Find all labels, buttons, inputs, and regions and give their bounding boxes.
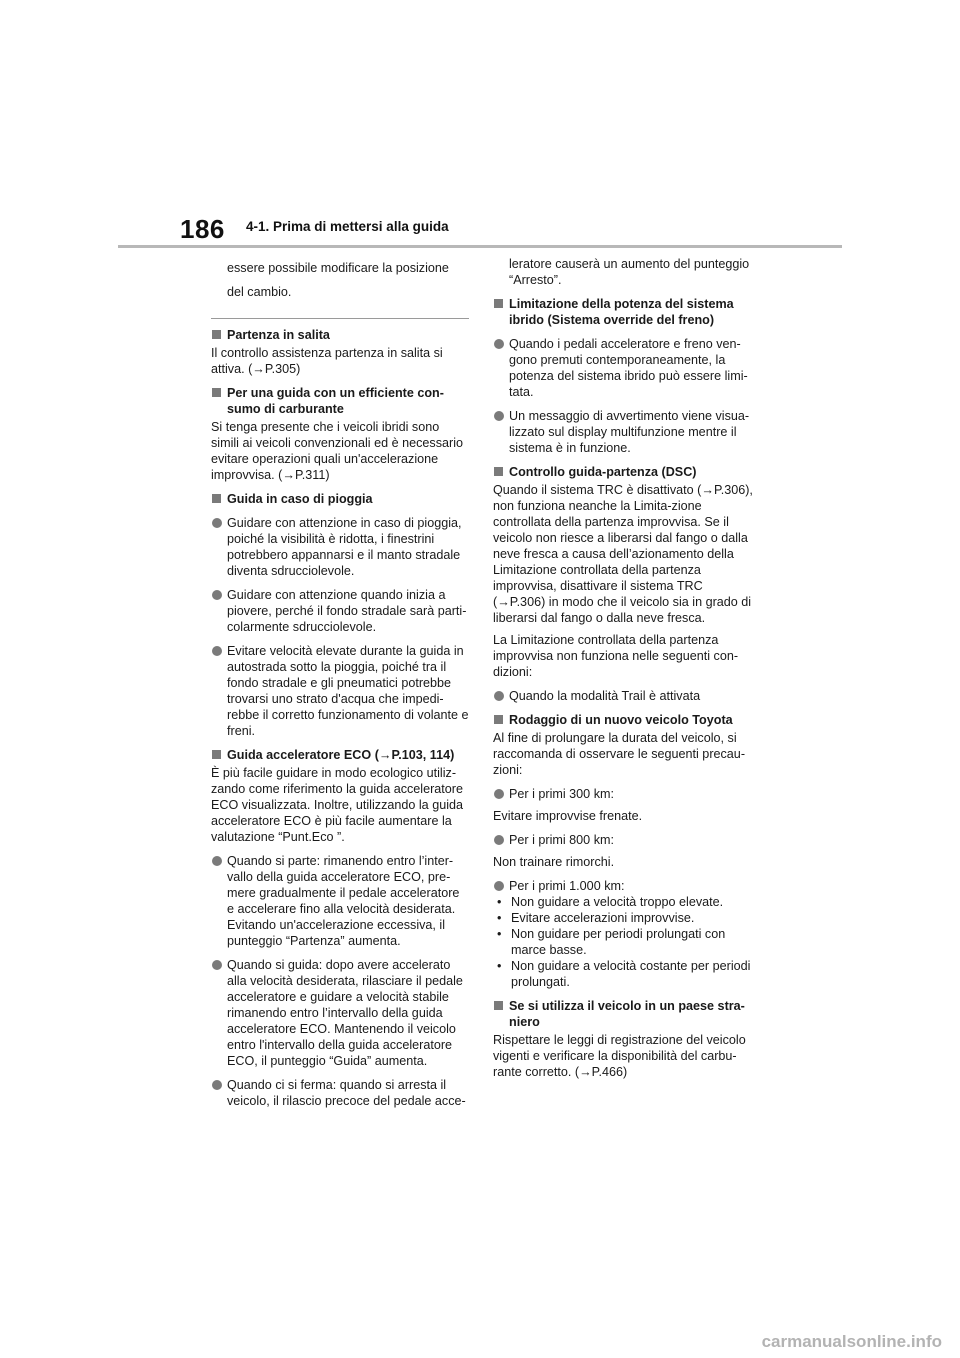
section-heading (493, 998, 755, 1030)
paragraph: Si tenga presente che i veicoli ibridi sono simili ai veicoli convenzionali ed è necessario evitare operazioni quali un'accelerazione improvvisa. (→P.311) (211, 420, 463, 482)
square-bullet-icon (494, 467, 503, 476)
sub-list-text: Evitare accelerazioni improvvise. (511, 911, 695, 925)
bullet-text: Evitare velocità elevate durante la guida in autostrada sotto la pioggia, poiché tra il fondo stradale e gli pneumatici potrebbe trovarsi uno strato d'acqua che impedi-rebbe il corretto funzionamento di volante e freni. (227, 644, 469, 738)
bullet-item (211, 587, 469, 635)
section-heading (211, 491, 469, 507)
bullet-text: Quando la modalità Trail è attivata (509, 689, 701, 703)
paragraph: Non trainare rimorchi. (493, 855, 615, 869)
section-heading (211, 327, 469, 343)
round-bullet-icon (494, 411, 504, 421)
heading-text: Guida in caso di pioggia (227, 492, 373, 506)
square-bullet-icon (212, 388, 221, 397)
sub-list-item (493, 926, 755, 958)
heading-text: Se si utilizza il veicolo in un paese stra-niero (509, 999, 745, 1029)
paragraph: Al fine di prolungare la durata del veicolo, si raccomanda di osservare le seguenti precau-zioni: (493, 731, 746, 777)
bullet-text: Quando ci si ferma: quando si arresta il veicolo, il rilascio precoce del pedale acce- (227, 1078, 466, 1108)
round-bullet-icon (212, 1080, 222, 1090)
header-rule (118, 245, 842, 248)
round-bullet-icon (494, 835, 504, 845)
round-bullet-icon (494, 789, 504, 799)
dot-marker: • (497, 959, 502, 973)
heading-text: Guida acceleratore ECO (→P.103, 114) (227, 748, 455, 762)
bullet-item (493, 688, 755, 704)
sub-list-text: Non guidare a velocità troppo elevate. (511, 895, 724, 909)
bullet-text: Guidare con attenzione in caso di pioggia, poiché la visibilità è ridotta, i finestrini potrebbero appannarsi e il manto stradale diventa sdrucciolevole. (227, 516, 462, 578)
continued-text (211, 256, 469, 304)
bullet-item (211, 643, 469, 739)
page-number: 186 (180, 214, 225, 244)
bullet-text: Per i primi 800 km: (509, 833, 614, 847)
dot-marker: • (497, 911, 502, 925)
round-bullet-icon (212, 646, 222, 656)
bullet-text: Quando si guida: dopo avere accelerato alla velocità desiderata, rilasciare il pedale acceleratore e guidare a velocità stabile rimanendo entro l’intervallo della guida acceleratore ECO. Mantenendo il veicolo entro l'intervallo della guida acceleratore ECO, il punteggio “Guida” aumenta. (227, 958, 463, 1068)
bullet-text: Quando i pedali acceleratore e freno ven-gono premuti contemporaneamente, la potenza del sistema ibrido può essere limi-tata. (509, 337, 748, 399)
section-heading (493, 712, 755, 728)
dot-marker: • (497, 895, 502, 909)
section-heading (211, 747, 469, 763)
bullet-item (211, 515, 469, 579)
section-heading (493, 296, 755, 328)
heading-text: Rodaggio di un nuovo veicolo Toyota (509, 713, 733, 727)
round-bullet-icon (212, 856, 222, 866)
sub-list-text: Non guidare per periodi prolungati con marce basse. (511, 927, 726, 957)
square-bullet-icon (212, 494, 221, 503)
sub-list-item (493, 958, 755, 990)
sub-list-item (493, 910, 755, 926)
square-bullet-icon (212, 750, 221, 759)
square-bullet-icon (494, 1001, 503, 1010)
square-bullet-icon (494, 299, 503, 308)
section-heading (493, 464, 755, 480)
paragraph: È più facile guidare in modo ecologico utiliz-zando come riferimento la guida acceleratore ECO visualizzata. Inoltre, utilizzando la guida acceleratore ECO è più facile aumentare la valutazione “Punt.Eco ”. (211, 766, 464, 844)
bullet-item (493, 786, 755, 802)
bullet-item (211, 957, 469, 1069)
square-bullet-icon (212, 330, 221, 339)
continued-line-2: del cambio. (227, 285, 292, 299)
square-bullet-icon (494, 715, 503, 724)
bullet-text: Quando si parte: rimanendo entro l’inter-vallo della guida acceleratore ECO, pre-mere gradualmente il pedale acceleratore e accelerare fino alla velocità desiderata. Evitando un'accelerazione eccessiva, il punteggio “Partenza” aumenta. (227, 854, 460, 948)
bullet-text: Un messaggio di avvertimento viene visua-lizzato sul display multifunzione mentre il sistema è in funzione. (509, 409, 750, 455)
round-bullet-icon (212, 960, 222, 970)
sub-list-text: Non guidare a velocità costante per periodi prolungati. (511, 959, 751, 989)
bullet-item (211, 853, 469, 949)
dot-marker: • (497, 927, 502, 941)
bullet-item (493, 832, 755, 848)
paragraph: Rispettare le leggi di registrazione del veicolo vigenti e verificare la disponibilità del carbu-rante corretto. (→P.466) (493, 1033, 746, 1079)
round-bullet-icon (494, 691, 504, 701)
bullet-text: Guidare con attenzione quando inizia a piovere, perché il fondo stradale sarà parti-colarmente sdrucciolevole. (227, 588, 467, 634)
round-bullet-icon (212, 590, 222, 600)
bullet-item (211, 1077, 469, 1109)
continued-line-1: essere possibile modificare la posizione (227, 261, 449, 275)
section-divider (211, 318, 469, 319)
heading-text: Partenza in salita (227, 328, 330, 342)
watermark: carmanualsonline.info (761, 1332, 942, 1351)
heading-text: Controllo guida-partenza (DSC) (509, 465, 697, 479)
heading-text: Per una guida con un efficiente con-sumo di carburante (227, 386, 444, 416)
round-bullet-icon (494, 881, 504, 891)
paragraph: La Limitazione controllata della partenza improvvisa non funziona nelle seguenti con-dizioni: (493, 633, 739, 679)
continued-text: leratore causerà un aumento del punteggio “Arresto”. (509, 257, 750, 287)
bullet-text: Per i primi 1.000 km: (509, 879, 625, 893)
section-heading (211, 385, 469, 417)
round-bullet-icon (494, 339, 504, 349)
paragraph: Quando il sistema TRC è disattivato (→P.306), non funziona neanche la Limita-zione controllata della partenza improvvisa. Se il veicolo non riesce a liberarsi dal fango o dalla neve fresca a causa dell’azionamento della Limitazione controllata della partenza improvvisa, disattivare il sistema TRC (→P.306) in modo che il veicolo sia in grado di liberarsi dal fango o dalla neve fresca. (493, 483, 753, 625)
heading-text: Limitazione della potenza del sistema ibrido (Sistema override del freno) (509, 297, 734, 327)
left-column (211, 256, 469, 1115)
sub-list-item (493, 894, 755, 910)
round-bullet-icon (212, 518, 222, 528)
paragraph: Il controllo assistenza partenza in salita si attiva. (→P.305) (211, 346, 443, 376)
paragraph: Evitare improvvise frenate. (493, 809, 643, 823)
bullet-item (493, 408, 755, 456)
bullet-item (493, 336, 755, 400)
bullet-item (493, 878, 755, 894)
bullet-text: Per i primi 300 km: (509, 787, 614, 801)
chapter-title: 4-1. Prima di mettersi alla guida (246, 219, 449, 234)
right-column (493, 256, 755, 1086)
